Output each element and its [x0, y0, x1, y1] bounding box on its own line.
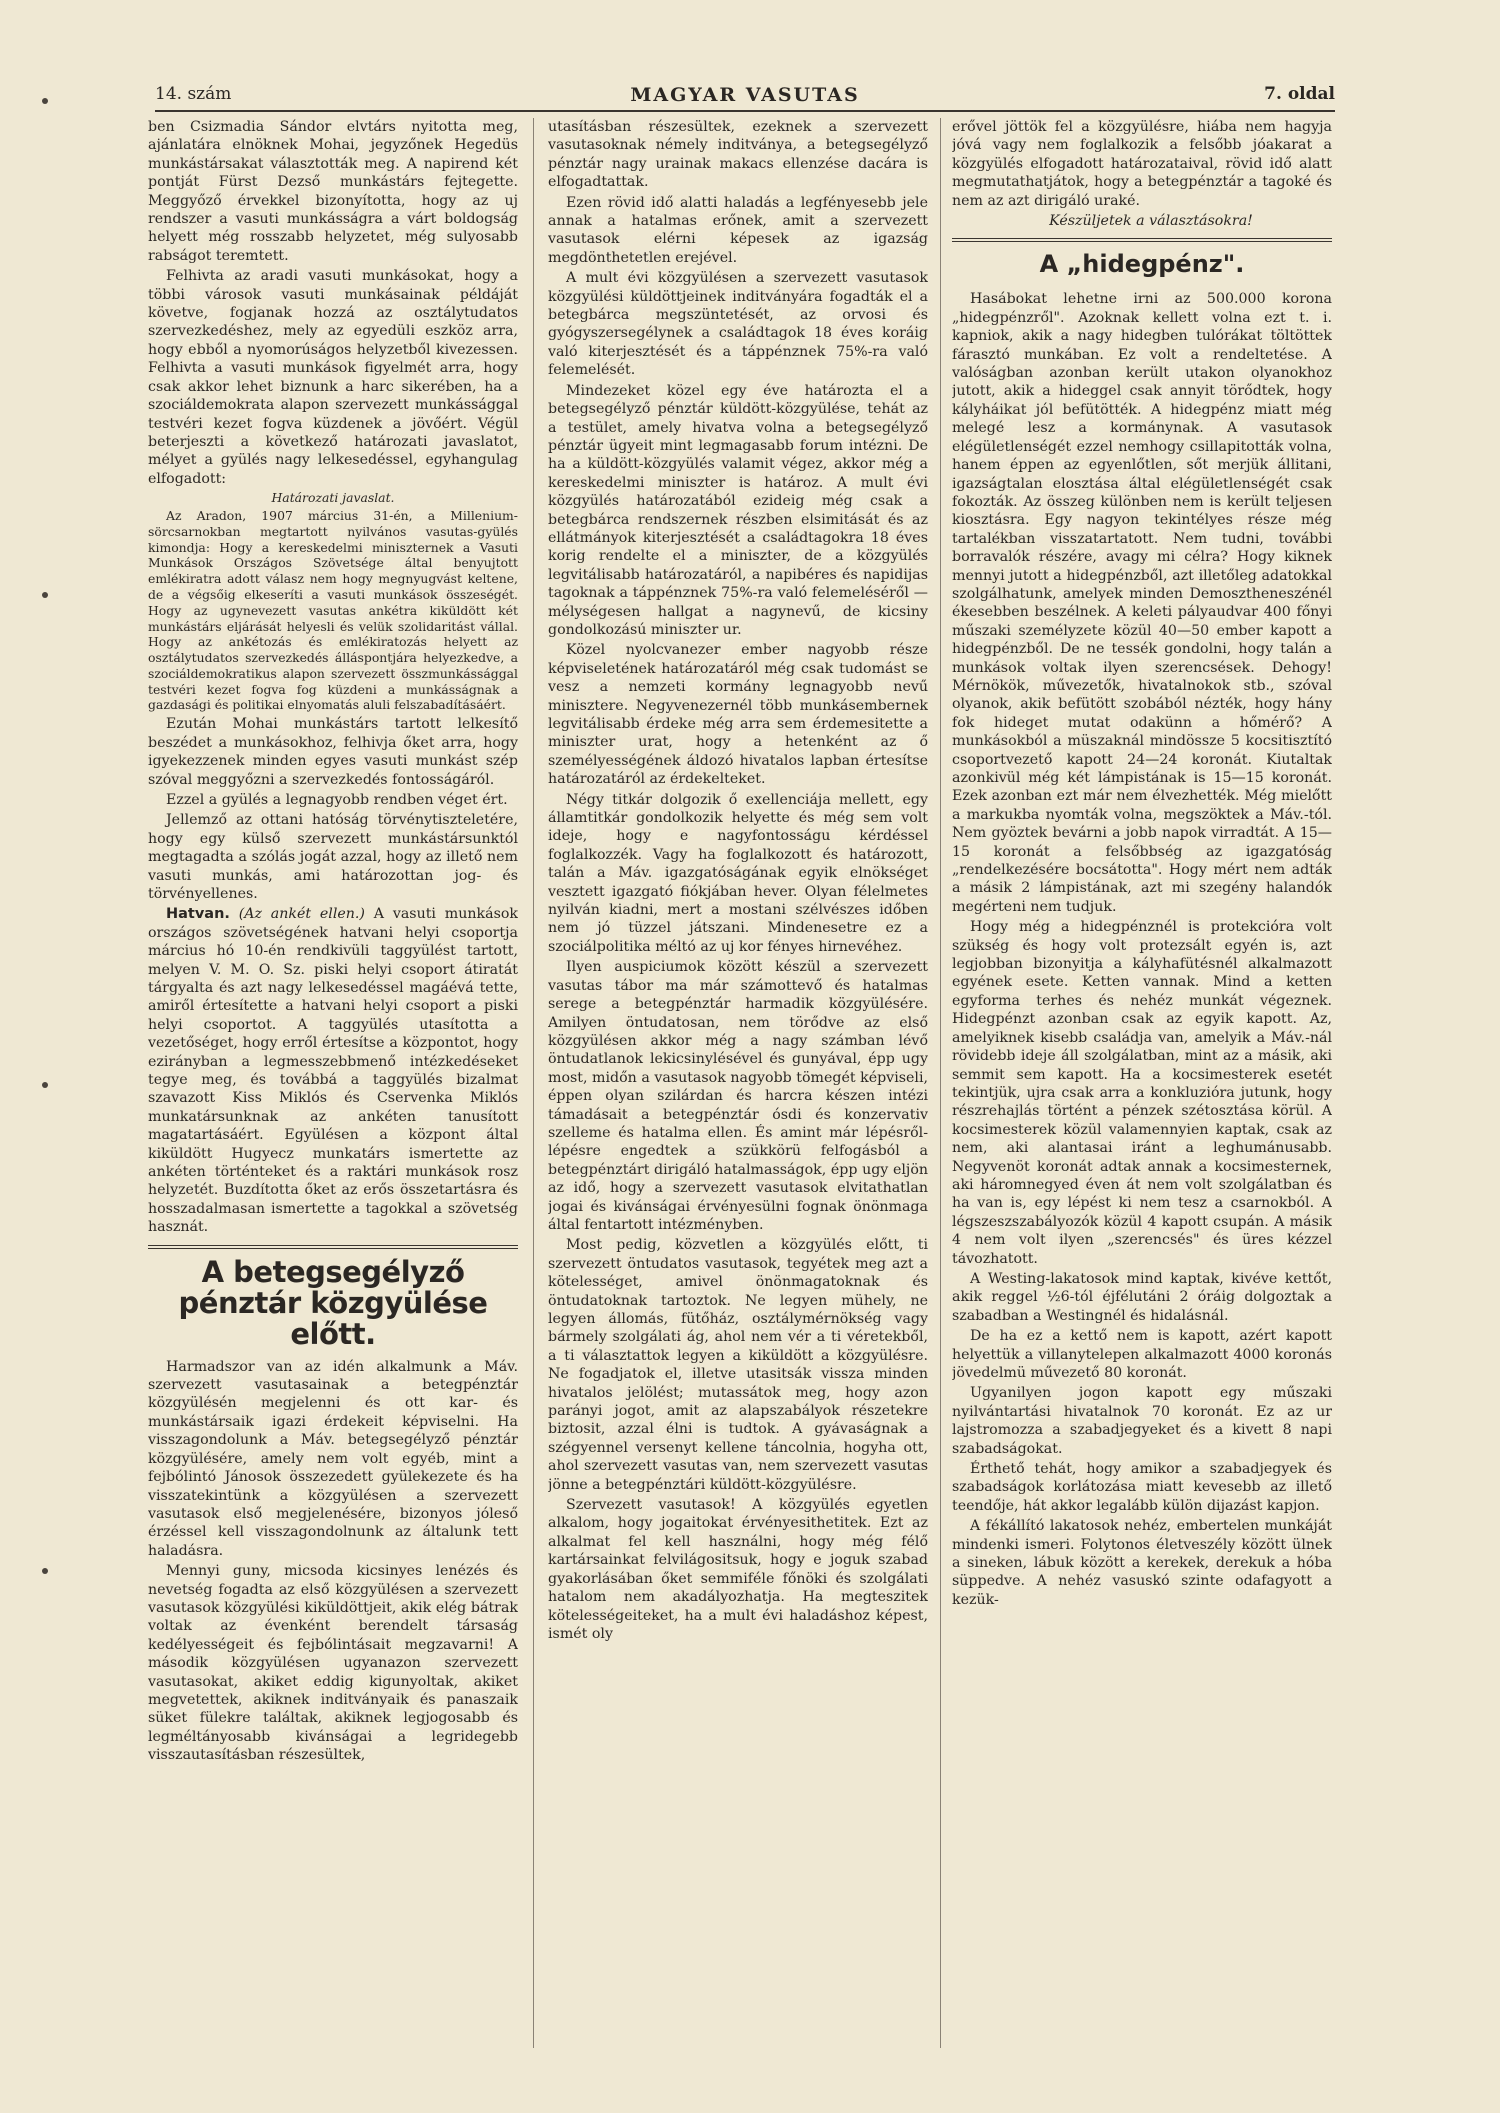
paragraph: Harmadszor van az idén alkalmunk a Máv. szervezett vasutasainak a betegpénztár közgyülésén megjelenni és ott kar- és munkástársaik igazi érdekeit képviselni. Ha visszagondolunk a Máv. betegsegélyző pénztár közgyülésére, amely nem volt egyéb, mint a fejbólintó Jánosok összezedett gyülekezete és ha visszatekintünk a közgyülésen a szervezett vasutasok első megjelenésére, bizonyos jóleső érzéssel kell visszagondolnunk az általunk tett haladásra. — [148, 1358, 518, 1559]
paragraph: Felhivta az aradi vasuti munkásokat, hogy a többi városok vasuti munkásainak példáját követve, fogjanak hozzá az osztálytudatos szervezkedéshez, mely az egyedüli eszköz arra, hogy ebből a nyomorúságos helyzetből kivezessen. Felhivta a vasuti munkások figyelmét arra, hogy csak akkor lehet biznunk a harc sikerében, ha a szociáldemokrata alapon szervezett munkássággal testvéri kezet fogva küzdenek a jövőért. Végül beterjeszti a következő határozati javaslatot, mélyet a gyülés nagy lelkesedéssel, egyhangulag elfogadott: — [148, 268, 518, 487]
paragraph: Hogy még a hidegpénznél is protekcióra volt szükség és hogy volt protezsált egyén is, azt legjobban bizonyitja a kályhafütésnél alkalmazott egyének esete. Ketten vannak. Mind a ketten egyforma terhes és nehéz munkát végeznek. Hidegpénzt azonban csak az egyik kapott. Az, amelyiknek kisebb családja van, amelyik a Máv.-nál rövidebb ideje áll szolgálatban, mint az a másik, aki semmit sem kapott. Ha a kocsimesterek esetét tekintjük, ujra csak arra a konkluzióra jutunk, hogy részrehajlás történt a pénzek szétosztása körül. A kocsimesterek közül valamennyien kaptak, csak az nem, aki alantasai iránt a leghumánusabb. Negyvenöt koronát adtak annak a kocsimesternek, aki háromnegyed éven át nem volt szolgálatban és ha van is, egy lépést ki nem tesz a csarnokból. A légszeszszabályozók közül 4 kapott csupán. A másik 4 nem volt ilyen „szerencsés" és üres kézzel távozhatott. — [952, 919, 1332, 1267]
hatvan-report — [148, 905, 518, 1236]
column-divider — [940, 118, 941, 2048]
paragraph: Mennyi guny, micsoda kicsinyes lenézés és nevetség fogadta az első közgyülésen a szervezett vasutasok közgyülési kiküldöttjeit, akik elég bátrak voltak az évenként berendelt társaság kedélyességeit és fejbólintásait megzavarni! A második közgyülésen ugyanazon szervezett vasutasokat, akiket eddig kigunyoltak, akiket megvetettek, akiknek inditványaik és panaszaik süket fülekre találtak, akiknek legjogosabb és legméltányosabb kivánságai a legridegebb visszautasításban részesültek, — [148, 1563, 518, 1764]
paragraph: A fékállító lakatosok nehéz, embertelen munkáját mindenki ismeri. Folytonos életveszély között ülnek a sineken, lábuk között a kerekek, derekuk a hóba süppedve. A nehéz vasuskó szinte odafagyott a kezük- — [952, 1518, 1332, 1608]
paragraph: Ezen rövid idő alatti haladás a legfényesebb jele annak a hatalmas erőnek, amit a szervezett vasutasok elérni képesek az igazság megdönthetetlen erejével. — [548, 194, 928, 266]
paragraph: Jellemző az ottani hatóság törvénytiszteletére, hogy egy külső szervezett munkástársunktól megtagadta a szólás jogát azzal, hogy az illető nem vasuti munkás, ami határozottan jog- és törvényellenes. — [148, 812, 518, 902]
page-number-left: 14. szám — [155, 84, 232, 104]
column-3 — [952, 118, 1332, 2093]
section-divider — [952, 238, 1332, 242]
paragraph: erővel jöttök fel a közgyülésre, hiába nem hagyja jóvá vagy nem foglalkozik a felsőbb jóakarat a közgyülés elfogadott határozataival, rövid idő alatt megmutathatjátok, hogy a betegpénztár a tagoké és nem az azt dirigáló uraké. — [952, 119, 1332, 209]
paragraph: Most pedig, közvetlen a közgyülés előtt, ti szervezett öntudatos vasutasok, tegyétek meg azt a kötelességet, amivel önönmagatoknak és öntudatoknak tartoztok. Ne legyen mühely, ne legyen állomás, fütőház, osztálymérnökség vagy bármely szolgálati ág, ahol nem vér a ti véretekből, a ti választattok legyen a kiküldött a közgyülésre. Ne fogadjatok el, illetve utasitsák vissza minden hivatalos jelölést; mutassátok meg, hogy azon parányi jogot, amit az alapszabályok részetekre biztosit, azzal élni is tudtok. A gyávaságnak a szégyennel versenyt kellene táncolnia, hogyha ott, ahol szervezett vasutas van, nem szervezett vasutas jönne a betegpénztári küldött-közgyülésre. — [548, 1237, 928, 1493]
paragraph: A Westing-lakatosok mind kaptak, kivéve kettőt, akik reggel ½6-tól éjfélutáni 2 óráig dolgoztak a szabadban a Westingnél és hidalásnál. — [952, 1270, 1332, 1324]
article-headline: A „hidegpénz". — [1039, 250, 1245, 279]
report-subtitle: (Az ankét ellen.) — [238, 906, 365, 923]
paragraph: Hasábokat lehetne irni az 500.000 korona „hidegpénzről". Azoknak kellett volna ezt t. i. kapniok, akik a nagy hidegben tulórákat töltöttek fárasztó munkában. Ez volt a rendeltetése. A valóságban azonban került utakon olyanokhoz jutott, akik a hideggel csak annyit törődtek, hogy kályháikat jól befütötték. A hidegpénz miatt még melegé lesz a kormánynak. A vasutasok elégületlenségét ezzel nemhogy csillapitották volna, hanem éppen az egyenlőtlen, sőt merjük állitani, igazságtalan elosztása által elégületlenségét csak fokozták. Az összeg különben nem is került teljesen kiosztásra. Egy nagyon tekintélyes része még tartalékban visszatartatott. Nem tudni, további borravalók részére, avagy mi célra? Hogy kiknek mennyi jutott a hidegpénzből, azt illetőleg adatokkal szolgálhatunk, amelyek minden Demosztheneszénél ékesebben beszélnek. A keleti pályaudvar 400 főnyi műszaki személyzete közül 40—50 ember kapott a hidegpénzből. De ne tessék gondolni, hogy talán a munkások voltak ilyen szerencsések. Dehogy! Mérnökök, művezetők, hivatalnokok stb., szóval olyanok, akik befütött szobából nézték, hogy hány fok hideget mutat odakünn a hőmérő? A munkásokból a müszaknál mindössze 5 kocsitisztító csoportvezető kapott 24—24 koronát. Kiutaltak azonkivül még két lámpistának is 15—15 koronát. Ezek azonban ezt már nem élvezhették. Még mielőtt a markukba nyomták volna, megszöktek a Máv.-tól. Nem gyöztek bevárni a jobb napok virradtát. A 15—15 koronát a felsőbbség az igazgatóság „rendelkezésére bocsátotta". Hogy mért nem adták a másik 2 lámpistának, azt mi szegény halandók megérteni nem tudjuk. — [952, 291, 1332, 915]
scan-mark — [42, 1082, 48, 1088]
closing-call: Készüljetek a választásokra! — [1049, 213, 1253, 230]
paragraph: Mindezeket közel egy éve határozta el a betegsegélyző pénztár küldött-közgyülése, tehát az a testület, amely hivatva volna a betegsegélyző pénztár ügyeit mint legmagasabb forum intézni. De ha a küldött-közgyülés valamit végez, akkor még a kereskedelmi miniszter is határoz. A mult évi közgyülés határozatából ezideig még csak a betegbárca rendszernek részben elsimitását és az ellátmányok kiterjesztését a családtagokra 18 éves korig rendelte el a miniszter, de a közgyülés legvitálisabb határozatáról, a napibéres és napidijas tagoknak a táppénznek 75%-ra való felemeléséről — mélységesen hallgat a nagynevű, de kicsiny gondolkozású miniszter ur. — [548, 382, 928, 638]
article-headline: A betegsegélyző pénztár közgyülése előtt. — [178, 1254, 488, 1351]
scan-mark — [42, 1568, 48, 1574]
paragraph: Ilyen auspiciumok között készül a szervezett vasutas tábor ma már számottevő és hatalmas serege a betegpénztár harmadik közgyülésére. Amilyen öntudatosan, nem törődve az első közgyülésen akkor még a nagy számban lévő öntudatlanok lekicsinylésével és gunyával, épp ugy most, midőn a vasutasok nagyobb tömegét képviseli, éppen olyan szilárdan és harcra készen intézi támadásait a betegpénztár ósdi és konzervativ szelleme és hatalma ellen. És amint már lépésről-lépésre engedtek a szükkörü felfogásból a betegpénztárt dirigáló hatalmasságok, épp ugy eljön az idő, hogy a szervezett vasutasok elvitathatlan jogai és kivánságai érvényesülni fognak önönmaga által fentartott intézményben. — [548, 959, 928, 1233]
column-2 — [548, 118, 928, 2093]
section-divider — [148, 1245, 518, 1249]
paragraph: Közel nyolcvanezer ember nagyobb része képviseletének határozatáról még csak tudomást se vesz a nemzeti kormány legnagyobb nevű minisztere. Negyvenezernél több munkásembernek legvitálisabb érdeke még arra sem érdemesitette a miniszter urat, hogy a hetenként az ő személyességének áldozó hivatalos lapban értesítse határozatáról az érdekelteket. — [548, 642, 928, 788]
paragraph: ben Csizmadia Sándor elvtárs nyitotta meg, ajánlatára elnöknek Mohai, jegyzőnek Hegedüs munkástársakat választották meg. A napirend két pontját Fürst Dezső munkástárs fejtegette. Meggyőző érvekkel bizonyította, hogy az uj rendszer a vasuti munkásságra a várt boldogság helyett még rosszabb helyzetet, még sulyosabb rabságot teremtett. — [148, 119, 518, 264]
page-header — [155, 84, 1335, 112]
paragraph: Érthető tehát, hogy amikor a szabadjegyek és szabadságok korlátozása miatt kevesebb az illető teendője, hát akkor legalább külön dijazást kapjon. — [952, 1461, 1332, 1514]
scan-mark — [42, 592, 48, 598]
paragraph: Ezzel a gyülés a legnagyobb rendben véget ért. — [166, 791, 508, 808]
paragraph: Szervezett vasutasok! A közgyülés egyetlen alkalom, hogy jogaitokat érvényesithetitek. Ezt az alkalmat fel kell használni, hogy még félő kartársainkat felvilágositsuk, hogy e joguk szabad gyakorlásában őket semmiféle főnöki és szolgálati hatalom nem akadályozhatja. Ha megteszitek kötelességeiteket, ha a mult évi haladáshoz képest, ismét oly — [548, 1497, 928, 1642]
paragraph: Ugyanilyen jogon kapott egy műszaki nyilvántartási hivatalnok 70 koronát. Ez az ur lajstromozza a szabadjegyeket és a kivett 8 napi szabadságokat. — [952, 1385, 1332, 1457]
column-divider — [533, 118, 534, 2048]
resolution-text: Az Aradon, 1907 március 31-én, a Millenium-sörcsarnokban megtartott nyilvános vasutas-gyülés kimondja: Hogy a kereskedelmi miniszternek a Vasuti Munkások Országos Szövetsége által benyujtott emlékiratra adott válasz nem hogy megnyugvást keltene, de a végsőig elkeseríti a vasuti munkások összeségét. Hogy az ugynevezett vasutas ankétra kiküldött két munkástárs eljárását helyesli és velük szolidaritást vállal. Hogy az ankétozás és emlékiratozás helyett az osztálytudatos szervezkedés álláspontjára helyezkedve, a szociáldemokratikus alapon szervezett összmunkássággal testvéri kezet fogva fog küzdeni a munkásságnak a gazdasági és politikai elnyomatás aluli felszabadításáért. — [148, 507, 518, 713]
newspaper-title: MAGYAR VASUTAS — [630, 84, 860, 106]
column-1 — [148, 118, 518, 2093]
page-number-right: 7. oldal — [1264, 84, 1335, 104]
resolution-title: Határozati javaslat. — [271, 490, 395, 506]
report-text: A vasuti munkások országos szövetségének hatvani helyi csoportja március hó 10-én rendkivüli taggyülést tartott, melyen V. M. O. Sz. piski helyi csoport átiratát tárgyalta és azt nagy lelkesedéssel magáévá tette, amiről értesítette a hatvani helyi csoport a piski helyi csoportot. A taggyülés utasította a vezetőséget, hogy erről értesítse a központot, hogy ezirányban a legmesszebbmenő intézkedéseket tegye meg, és továbbá a taggyülés bizalmat szavazott Kiss Miklós és Cservenka Miklós munkatársunknak az ankéten tanusított magatartásáért. Együlésen a központ által kiküldött Hugyecz munkatárs ismertette az ankéten történteket és a raktári munkások rosz helyzetét. Buzdította őket az erős összetartásra és hosszadalmasan ismertette a tagokkal a szövetség hasznát. — [148, 906, 518, 1236]
paragraph: Négy titkár dolgozik ő exellenciája mellett, egy államtitkár gondolkozik helyette és még sem volt ideje, hogy e nagyfontosságu kérdéssel foglalkozzék. Vagy ha foglalkozott és határozott, talán a Máv. igazgatóságának egyik elnökséget vesztett igazgató fiókjában hever. Olyan félelmetes nyilván kiadni, mert a mostani szélvészes időben nem jó tüzzel játszani. Mindenesetre ez a szociálpolitika méltó az uj kor fényes hirnevéhez. — [548, 791, 928, 955]
paragraph: utasításban részesültek, ezeknek a szervezett vasutasoknak némely inditványa, a betegsegélyző pénztár nagy urainak makacs ellenzése dacára is elfogadtattak. — [548, 119, 928, 191]
paragraph: De ha ez a kettő nem is kapott, azért kapott helyettük a villanytelepen alkalmazott 4000 koronás jövedelmü művezető 80 koronát. — [952, 1328, 1332, 1381]
place-name: Hatvan. — [166, 906, 230, 923]
paragraph: Ezután Mohai munkástárs tartott lelkesítő beszédet a munkásokhoz, felhivja őket arra, hogy igyekezzenek minden egyes vasuti munkást szép szóval meggyőzni a szervezkedés fontosságáról. — [148, 716, 518, 788]
scan-mark — [42, 98, 48, 104]
paragraph: A mult évi közgyülésen a szervezett vasutasok közgyülési küldöttjeinek inditványára fogadták el a betegbárca megszüntetését, az orvosi és gyógyszersegélynek a családtagok 18 éves koráig való kiterjesztését és a táppénznek 75%-ra való felemelését. — [548, 270, 928, 379]
